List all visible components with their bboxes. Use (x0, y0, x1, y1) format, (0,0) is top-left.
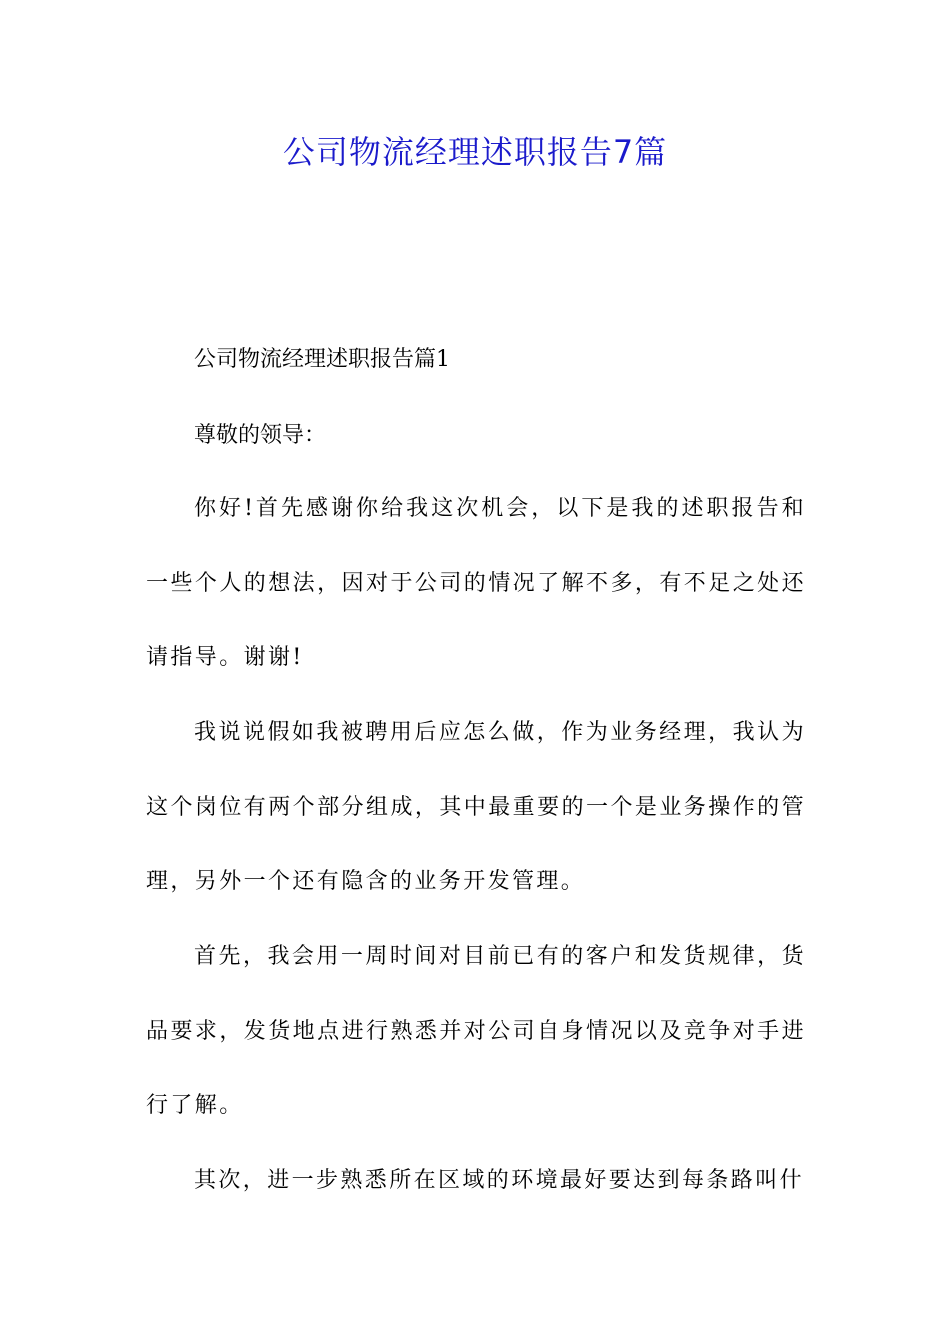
paragraph-second-step: 其次，进一步熟悉所在区域的环境最好要达到每条路叫什 (194, 1168, 805, 1193)
section-heading: 公司物流经理述职报告篇1 (194, 347, 450, 372)
document-title: 公司物流经理述职报告7篇 (282, 133, 668, 171)
salutation: 尊敬的领导： (194, 423, 327, 448)
paragraph-first-step: 首先，我会用一周时间对目前已有的客户和发货规律，货品要求，发货地点进行熟悉并对公司自身情况以及竞争对手进行了解。 (146, 944, 806, 1118)
paragraph-greeting: 你好!首先感谢你给我这次机会，以下是我的述职报告和一些个人的想法，因对于公司的情况了解不多，有不足之处还请指导。谢谢! (146, 496, 806, 670)
paragraph-role-view: 我说说假如我被聘用后应怎么做，作为业务经理，我认为这个岗位有两个部分组成，其中最重要的一个是业务操作的管理，另外一个还有隐含的业务开发管理。 (146, 720, 806, 894)
